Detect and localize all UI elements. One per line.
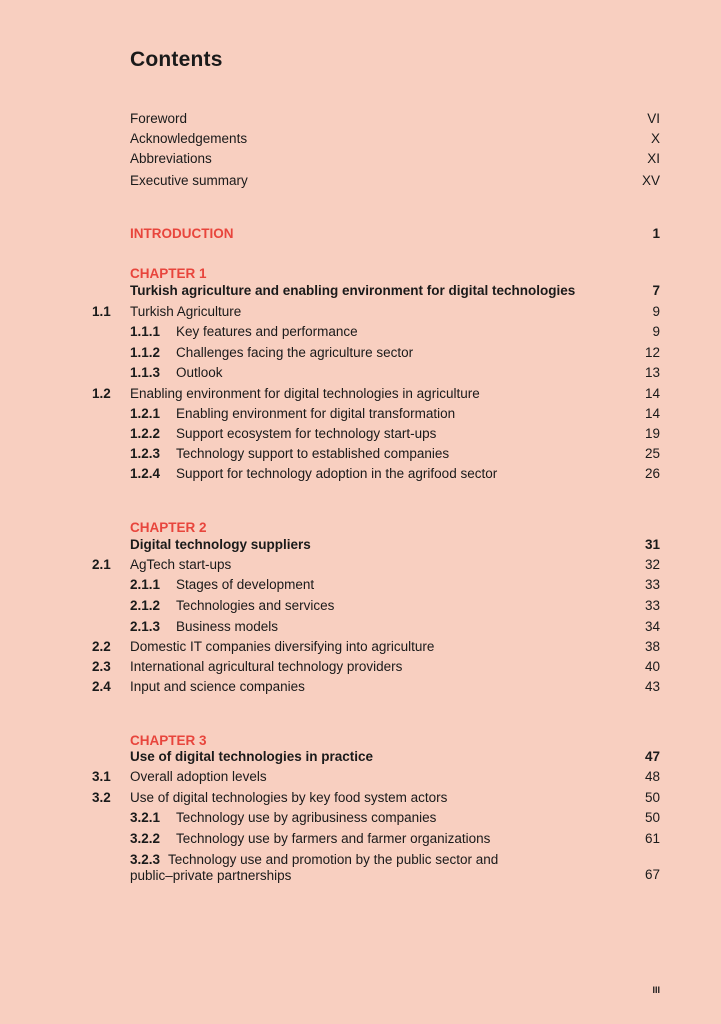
toc-entry-1-1-1[interactable] [0, 322, 721, 342]
toc-entry-chapter-1[interactable] [0, 281, 721, 301]
toc-entry-1-1-3[interactable] [0, 363, 721, 383]
toc-page: XI [647, 151, 660, 166]
toc-label: AgTech start-ups [130, 557, 232, 572]
toc-page: 43 [644, 679, 660, 694]
section-number: 1.1 [92, 304, 111, 319]
subsection-number: 1.2.2 [130, 426, 161, 441]
toc-page: 31 [644, 537, 660, 552]
toc-entry-foreword[interactable] [0, 109, 721, 129]
toc-label: Abbreviations [130, 151, 212, 166]
subsection-number: 3.2.3 [130, 852, 161, 867]
subsection-number: 2.1.2 [130, 598, 161, 613]
section-number: 3.2 [92, 790, 111, 805]
page-title: Contents [130, 48, 223, 71]
toc-entry-2-1-1[interactable] [0, 575, 721, 595]
toc-label: Use of digital technologies in practice [130, 749, 374, 764]
section-number: 2.1 [92, 557, 111, 572]
toc-label: Technology support to established companies [176, 446, 450, 461]
toc-page: VI [647, 111, 660, 126]
toc-entry-3-2-3-page [0, 865, 721, 885]
toc-page: 48 [644, 769, 660, 784]
toc-page: 14 [644, 386, 660, 401]
toc-entry-2-2[interactable] [0, 637, 721, 657]
toc-entry-executive-summary[interactable] [0, 171, 721, 191]
toc-page: 38 [644, 639, 660, 654]
subsection-number: 1.1.2 [130, 345, 161, 360]
toc-label: Enabling environment for digital technologies in agriculture [130, 386, 480, 401]
toc-entry-3-2[interactable] [0, 788, 721, 808]
toc-page: 19 [644, 426, 660, 441]
toc-page: 25 [644, 446, 660, 461]
toc-label: Key features and performance [176, 324, 358, 339]
section-number: 3.1 [92, 769, 111, 784]
toc-entry-chapter-2[interactable] [0, 535, 721, 555]
toc-entry-3-2-2[interactable] [0, 829, 721, 849]
toc-entry-chapter-3[interactable] [0, 747, 721, 767]
section-number: 1.2 [92, 386, 111, 401]
toc-entry-2-3[interactable] [0, 657, 721, 677]
toc-entry-1-1[interactable] [0, 302, 721, 322]
toc-entry-2-1-2[interactable] [0, 596, 721, 616]
toc-label: Challenges facing the agriculture sector [176, 345, 414, 360]
toc-label: Use of digital technologies by key food system actors [130, 790, 448, 805]
toc-entry-1-1-2[interactable] [0, 343, 721, 363]
subsection-number: 1.2.4 [130, 466, 161, 481]
toc-label: Technologies and services [176, 598, 335, 613]
toc-page: 61 [644, 831, 660, 846]
toc-page: 40 [644, 659, 660, 674]
toc-page: 34 [644, 619, 660, 634]
toc-label: Technology use by farmers and farmer organizations [176, 831, 491, 846]
toc-label: Enabling environment for digital transformation [176, 406, 456, 421]
toc-label: Support for technology adoption in the agrifood sector [176, 466, 498, 481]
toc-label: Acknowledgements [130, 131, 248, 146]
chapter-1-heading: CHAPTER 1 [130, 266, 207, 281]
toc-label: Executive summary [130, 173, 248, 188]
toc-page: 14 [644, 406, 660, 421]
toc-label: Business models [176, 619, 279, 634]
toc-label: Foreword [130, 111, 188, 126]
subsection-number: 1.2.1 [130, 406, 161, 421]
toc-label: International agricultural technology providers [130, 659, 403, 674]
toc-label: Turkish Agriculture [130, 304, 242, 319]
toc-entry-2-4[interactable] [0, 677, 721, 697]
toc-page: 7 [652, 283, 660, 298]
section-number: 2.4 [92, 679, 111, 694]
toc-page: 26 [644, 466, 660, 481]
toc-page: 33 [644, 577, 660, 592]
toc-page: XV [641, 173, 660, 188]
toc-label: Digital technology suppliers [130, 537, 311, 552]
toc-entry-abbreviations[interactable] [0, 149, 721, 169]
subsection-number: 2.1.1 [130, 577, 161, 592]
toc-entry-acknowledgements[interactable] [0, 129, 721, 149]
toc-page: 50 [644, 790, 660, 805]
subsection-number: 1.1.3 [130, 365, 161, 380]
toc-label: INTRODUCTION [130, 226, 234, 241]
toc-page: 47 [644, 749, 660, 764]
toc-entry-1-2-2[interactable] [0, 424, 721, 444]
toc-page: 9 [652, 304, 660, 319]
toc-entry-1-2[interactable] [0, 384, 721, 404]
toc-label: Technology use by agribusiness companies [176, 810, 437, 825]
toc-label: Turkish agriculture and enabling environment for digital technologies [130, 283, 576, 298]
chapter-2-heading: CHAPTER 2 [130, 520, 207, 535]
toc-label: Stages of development [176, 577, 315, 592]
toc-label-line-1: Technology use and promotion by the public sector and [168, 852, 499, 867]
toc-entry-1-2-3[interactable] [0, 444, 721, 464]
subsection-number: 1.2.3 [130, 446, 161, 461]
toc-page: 32 [644, 557, 660, 572]
toc-page: 67 [644, 867, 660, 882]
section-number: 2.3 [92, 659, 111, 674]
toc-page: 1 [652, 226, 660, 241]
section-number: 2.2 [92, 639, 111, 654]
toc-entry-2-1[interactable] [0, 555, 721, 575]
toc-label: Outlook [176, 365, 223, 380]
toc-label: Support ecosystem for technology start-ups [176, 426, 437, 441]
toc-label-line-2: public–private partnerships [130, 868, 292, 883]
page-number: III [652, 985, 660, 995]
subsection-number: 3.2.1 [130, 810, 161, 825]
subsection-number: 2.1.3 [130, 619, 161, 634]
toc-entry-1-2-4[interactable] [0, 464, 721, 484]
toc-entry-introduction[interactable] [0, 224, 721, 244]
toc-entry-3-1[interactable] [0, 767, 721, 787]
subsection-number: 1.1.1 [130, 324, 161, 339]
toc-page: 9 [652, 324, 660, 339]
toc-page: 50 [644, 810, 660, 825]
chapter-3-heading: CHAPTER 3 [130, 733, 207, 748]
toc-page: 13 [644, 365, 660, 380]
toc-page: 12 [644, 345, 660, 360]
toc-label: Input and science companies [130, 679, 305, 694]
subsection-number: 3.2.2 [130, 831, 161, 846]
toc-entry-3-2-1[interactable] [0, 808, 721, 828]
toc-page: X [650, 131, 660, 146]
toc-page: 33 [644, 598, 660, 613]
toc-entry-2-1-3[interactable] [0, 617, 721, 637]
toc-label: Domestic IT companies diversifying into agriculture [130, 639, 435, 654]
toc-label: Overall adoption levels [130, 769, 267, 784]
toc-entry-1-2-1[interactable] [0, 404, 721, 424]
